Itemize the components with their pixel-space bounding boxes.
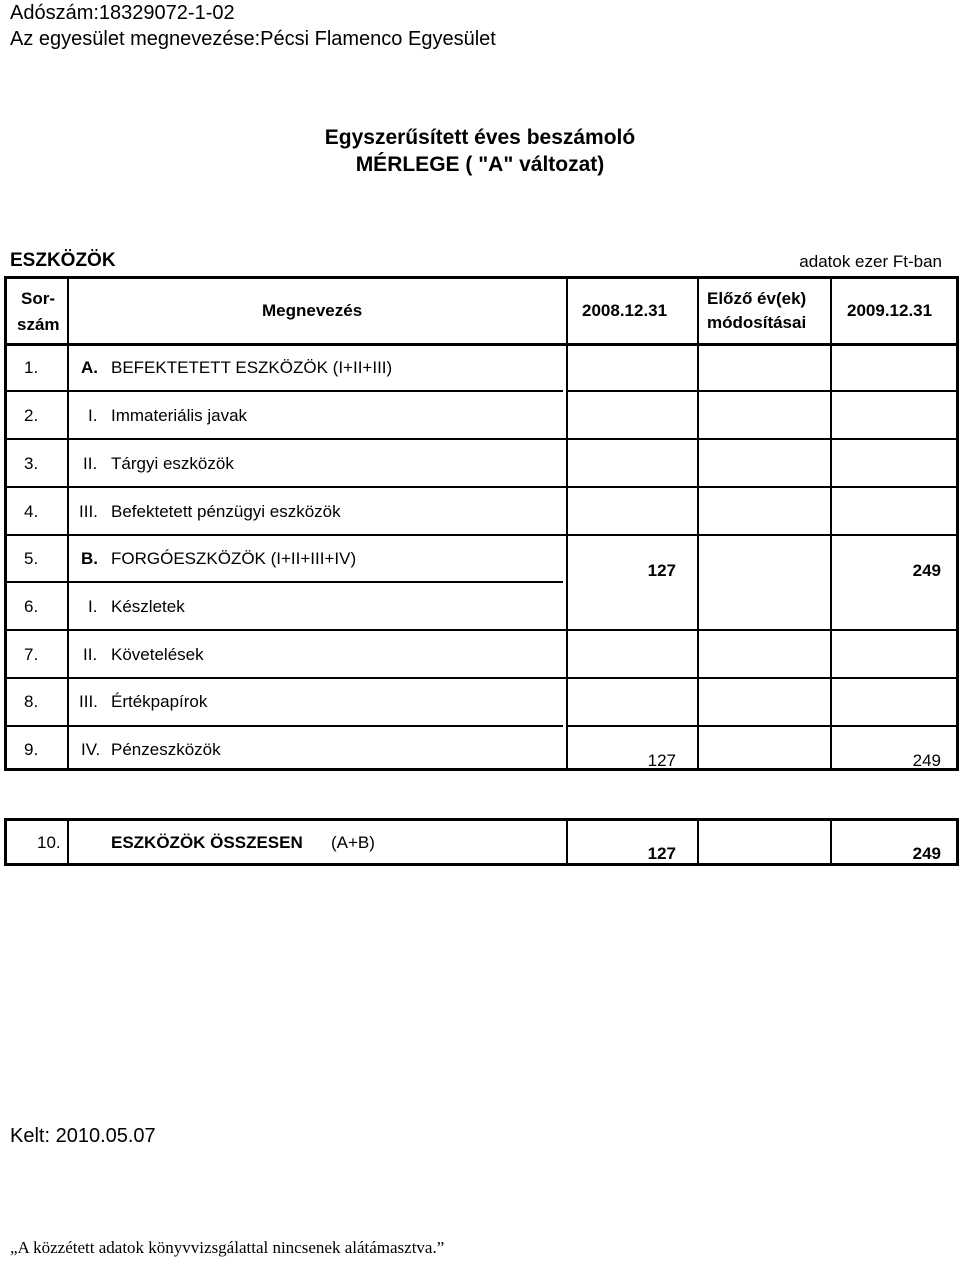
total-number: 10. <box>37 833 61 852</box>
report-title: Egyszerűsített éves beszámoló <box>324 126 636 149</box>
row-4-number: 4. <box>24 502 39 521</box>
row-2-code: I. <box>88 406 98 425</box>
row-7-code: II. <box>83 645 98 664</box>
assets-table <box>4 276 959 771</box>
row-1-code: A. <box>81 358 98 377</box>
row-8-number: 8. <box>24 692 39 711</box>
col-header-megnevezes: Megnevezés <box>262 301 363 320</box>
row-5-code: B. <box>81 549 98 568</box>
row-9-value-2009: 249 <box>912 751 941 770</box>
row-3-name: Tárgyi eszközök <box>111 454 234 473</box>
unit-note: adatok ezer Ft-ban <box>799 252 942 271</box>
row-2-number: 2. <box>24 406 39 425</box>
row-6-number: 6. <box>24 597 39 616</box>
row-9-code: IV. <box>81 740 101 759</box>
row-1-name: BEFEKTETETT ESZKÖZÖK (I+II+III) <box>111 358 393 377</box>
row-8-name: Értékpapírok <box>111 692 208 711</box>
row-6-code: I. <box>88 597 98 616</box>
row-4-code: III. <box>79 502 98 521</box>
row-3-code: II. <box>83 454 98 473</box>
report-subtitle: MÉRLEGE ( "A" változat) <box>355 153 605 176</box>
row-1-number: 1. <box>24 358 39 377</box>
signature-date: Kelt: 2010.05.07 <box>10 1125 156 1147</box>
row-4-name: Befektetett pénzügyi eszközök <box>111 502 341 521</box>
row-3-number: 3. <box>24 454 39 473</box>
row-5-name: FORGÓESZKÖZÖK (I+II+III+IV) <box>111 549 357 568</box>
total-value-2008: 127 <box>647 844 676 863</box>
total-value-2009: 249 <box>912 844 941 863</box>
audit-note: „A közzétett adatok könyvvizsgálattal nincsenek alátámasztva.” <box>10 1238 445 1257</box>
tax-number: Adószám:18329072-1-02 <box>10 2 235 24</box>
row-7-name: Követelések <box>111 645 204 664</box>
row-9-value-2008: 127 <box>647 751 676 770</box>
total-name: ESZKÖZÖK ÖSSZESEN <box>111 833 303 852</box>
total-table <box>4 818 959 866</box>
row-9-name: Pénzeszközök <box>111 740 221 759</box>
row-2-name: Immateriális javak <box>111 406 248 425</box>
col-header-prev-1: Előző év(ek) <box>707 289 807 308</box>
col-header-prev-2: módosításai <box>707 313 807 332</box>
section-label: ESZKÖZÖK <box>10 250 116 271</box>
col-header-2008: 2008.12.31 <box>582 301 668 320</box>
row-9-number: 9. <box>24 740 39 759</box>
col-header-2009: 2009.12.31 <box>847 301 933 320</box>
col-header-sorszam-2: szám <box>17 315 60 334</box>
row-5-value-2008: 127 <box>647 561 676 580</box>
col-header-sorszam-1: Sor- <box>21 289 55 308</box>
row-5-number: 5. <box>24 549 39 568</box>
total-formula: (A+B) <box>331 833 375 852</box>
association-name: Az egyesület megnevezése:Pécsi Flamenco Egyesület <box>10 28 496 50</box>
row-7-number: 7. <box>24 645 39 664</box>
row-5-value-2009: 249 <box>912 561 941 580</box>
row-6-name: Készletek <box>111 597 185 616</box>
row-8-code: III. <box>79 692 98 711</box>
